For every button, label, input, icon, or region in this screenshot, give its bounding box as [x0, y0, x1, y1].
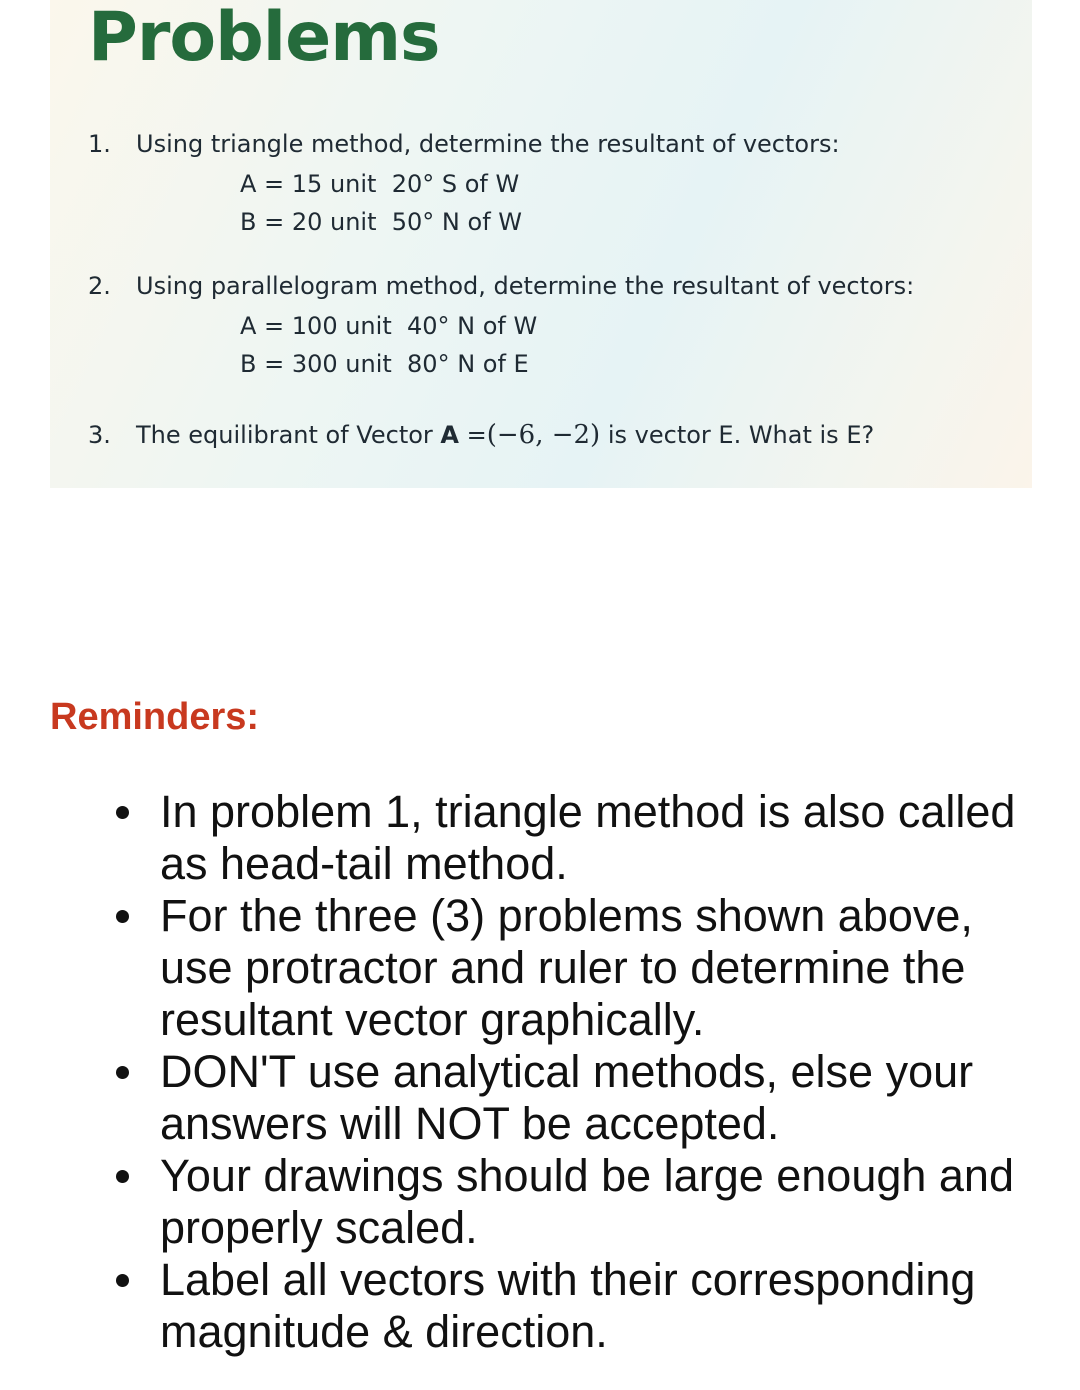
problem-3-text-after: is vector E. What is E? — [600, 421, 875, 449]
bullet-icon — [116, 1170, 129, 1183]
reminder-list — [114, 786, 1044, 1358]
problem-2 — [88, 272, 914, 300]
problem-1-vector-b: B = 20 unit 50° N of W — [240, 208, 522, 236]
bullet-icon — [116, 1066, 129, 1079]
problem-1-text: Using triangle method, determine the resultant of vectors: — [136, 130, 840, 158]
problem-1-number: 1. — [88, 130, 111, 158]
problem-2-text: Using parallelogram method, determine the resultant of vectors: — [136, 272, 915, 300]
reminder-item — [114, 1254, 1044, 1358]
bullet-icon — [116, 910, 129, 923]
problem-2-vector-a: A = 100 unit 40° N of W — [240, 312, 538, 340]
reminder-text: Label all vectors with their corresponding magnitude & direction. — [160, 1254, 976, 1357]
problem-3-vector-value: (−6, −2) — [486, 420, 601, 450]
problem-3-number: 3. — [88, 421, 111, 449]
reminder-text: DON'T use analytical methods, else your answers will NOT be accepted. — [160, 1046, 974, 1149]
problem-3-text-before: The equilibrant of Vector — [136, 421, 441, 449]
reminder-text: For the three (3) problems shown above, use protractor and ruler to determine the resultant vector graphically. — [160, 890, 973, 1045]
problem-3-vector-symbol: A — [440, 421, 459, 449]
problems-slide-image — [50, 0, 1032, 488]
reminder-text: Your drawings should be large enough and properly scaled. — [160, 1150, 1014, 1253]
problem-3-equals: = — [458, 421, 487, 449]
problem-3 — [88, 420, 874, 450]
problem-2-number: 2. — [88, 272, 111, 300]
problem-1-vector-a: A = 15 unit 20° S of W — [240, 170, 520, 198]
problem-1 — [88, 130, 840, 158]
problem-2-vector-b: B = 300 unit 80° N of E — [240, 350, 529, 378]
slide-title: Problems — [88, 0, 440, 77]
bullet-icon — [116, 1274, 129, 1287]
reminder-item — [114, 890, 1044, 1046]
reminder-text: In problem 1, triangle method is also called as head-tail method. — [160, 786, 1016, 889]
reminder-item — [114, 786, 1044, 890]
reminder-item — [114, 1046, 1044, 1150]
reminder-item — [114, 1150, 1044, 1254]
bullet-icon — [116, 806, 129, 819]
reminders-title: Reminders: — [50, 696, 260, 738]
